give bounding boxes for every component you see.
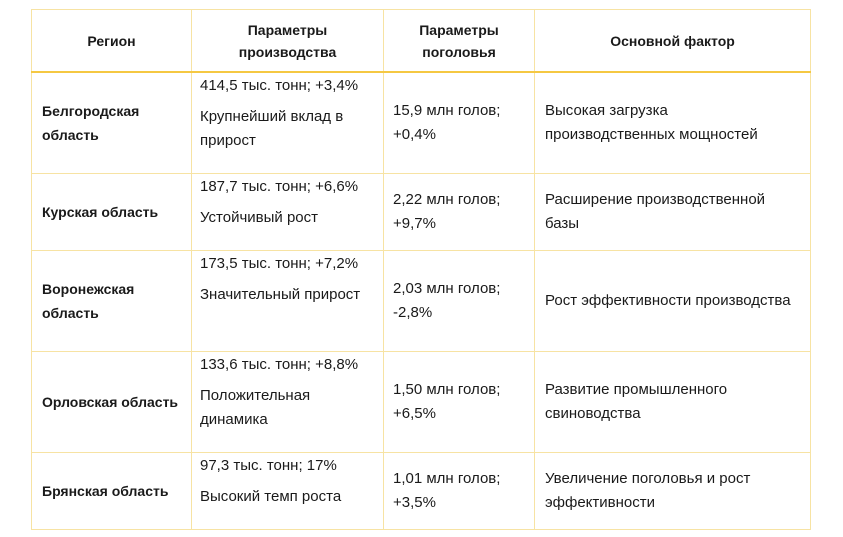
table-row: [32, 453, 811, 530]
table-row: [32, 352, 811, 453]
header-row: [32, 10, 811, 73]
production-value: 173,5 тыс. тонн; +7,2%: [200, 255, 359, 272]
factor-cell: Высокая загрузка производственных мощностей: [535, 72, 811, 174]
region-cell: Воронежская область: [32, 251, 192, 352]
livestock-cell: 1,50 млн голов; +6,5%: [384, 352, 535, 453]
production-cell: [192, 352, 384, 453]
region-cell: Белгородская область: [32, 72, 192, 174]
production-note: Высокий темп роста: [200, 488, 342, 505]
table-row: [32, 174, 811, 251]
factor-cell: Развитие промышленного свиноводства: [535, 352, 811, 453]
header-region: Регион: [32, 10, 192, 73]
production-note: Крупнейший вклад в прирост: [200, 108, 344, 149]
region-cell: Курская область: [32, 174, 192, 251]
production-value: 414,5 тыс. тонн; +3,4%: [200, 77, 359, 94]
livestock-cell: 2,22 млн голов; +9,7%: [384, 174, 535, 251]
production-value: 187,7 тыс. тонн; +6,6%: [200, 178, 359, 195]
region-cell: Брянская область: [32, 453, 192, 530]
factor-cell: Рост эффективности производства: [535, 251, 811, 352]
table-row: [32, 72, 811, 174]
production-cell: [192, 453, 384, 530]
table-header: [32, 10, 811, 73]
region-cell: Орловская область: [32, 352, 192, 453]
production-cell: [192, 72, 384, 174]
regions-table-container: [31, 9, 810, 530]
production-value: 97,3 тыс. тонн; 17%: [200, 457, 337, 474]
livestock-cell: 15,9 млн голов; +0,4%: [384, 72, 535, 174]
header-production: Параметры производства: [192, 10, 384, 73]
header-factor: Основной фактор: [535, 10, 811, 73]
production-note: Значительный прирост: [200, 286, 361, 303]
table-body: [32, 72, 811, 530]
header-livestock: Параметры поголовья: [384, 10, 535, 73]
factor-cell: Увеличение поголовья и рост эффективности: [535, 453, 811, 530]
regions-table: [31, 9, 811, 530]
production-value: 133,6 тыс. тонн; +8,8%: [200, 356, 359, 373]
table-row: [32, 251, 811, 352]
production-cell: [192, 251, 384, 352]
livestock-cell: 1,01 млн голов; +3,5%: [384, 453, 535, 530]
production-note: Положительная динамика: [200, 387, 311, 428]
production-cell: [192, 174, 384, 251]
factor-cell: Расширение производственной базы: [535, 174, 811, 251]
livestock-cell: 2,03 млн голов; -2,8%: [384, 251, 535, 352]
production-note: Устойчивый рост: [200, 209, 318, 226]
